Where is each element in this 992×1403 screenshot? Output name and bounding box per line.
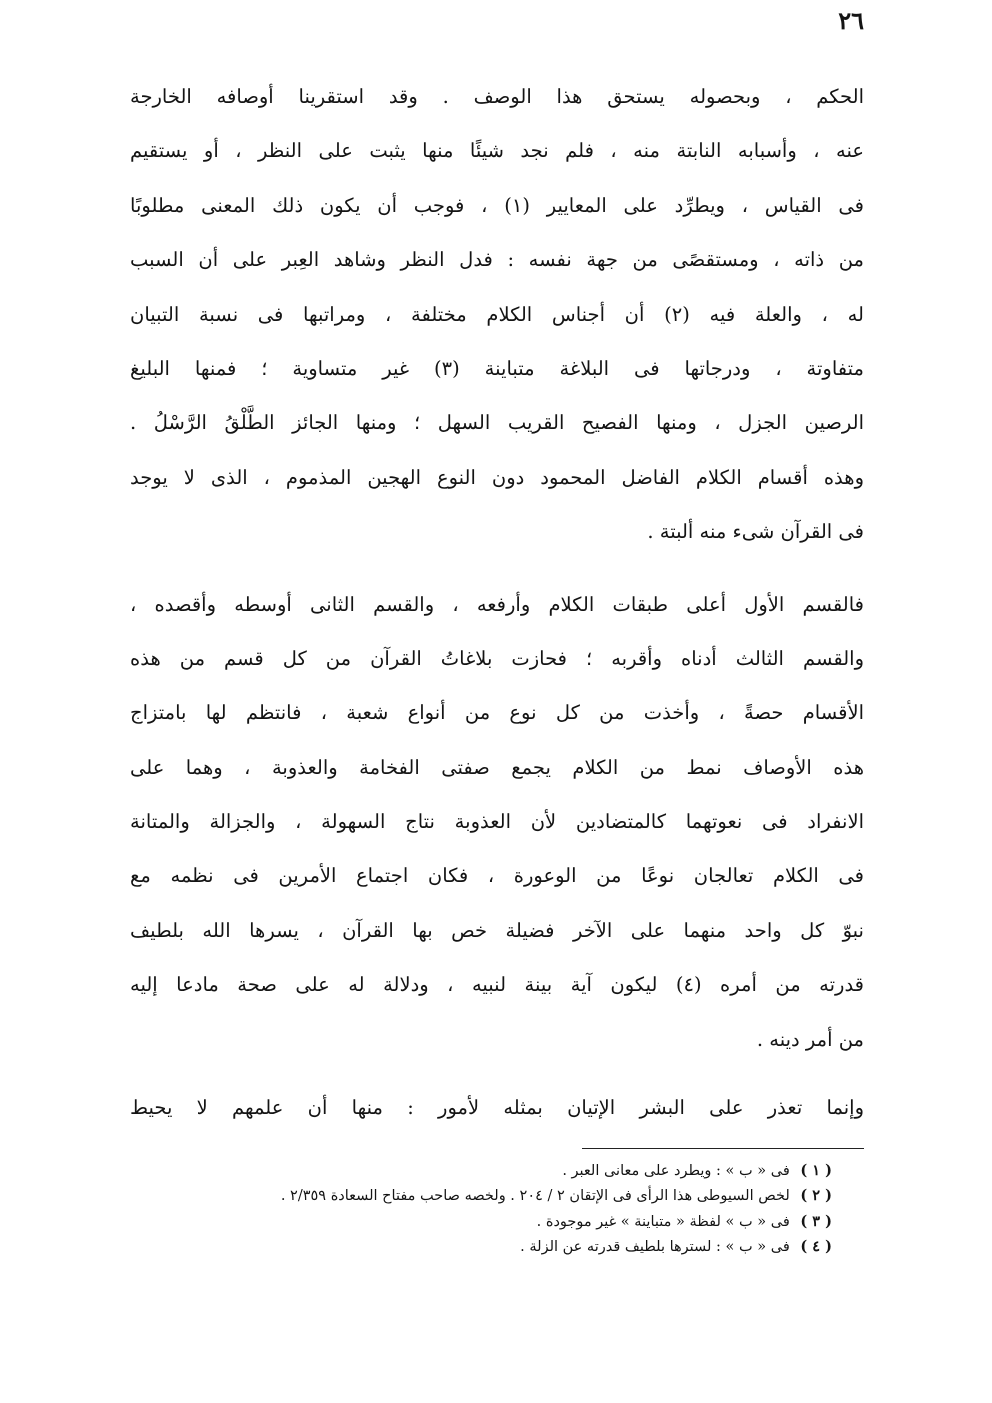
paragraph-1 <box>130 70 864 560</box>
footnote-number: ( ٣ ) <box>800 1212 832 1230</box>
text-line: الأقسام حصةً ، وأخذت من كل نوع من أنواع شعبة ، فانتظم لها بامتزاج <box>130 701 864 725</box>
text-line: له ، والعلة فيه (٢) أن أجناس الكلام مختلفة ، ومراتبها فى نسبة التبيان <box>130 302 864 326</box>
text-line: من ذاته ، ومستقصًى من جهة نفسه : فدل النظر وشاهد العِبر على أن السبب <box>130 248 864 272</box>
text-line: نبوّ كل واحد منهما على الآخر فضيلة خص بها القرآن ، يسرها الله بلطيف <box>130 918 864 942</box>
footnotes <box>132 1158 832 1259</box>
text-line: الحكم ، وبحصوله يستحق هذا الوصف . وقد استقرينا أوصافه الخارجة <box>130 85 864 108</box>
text-line: فالقسم الأول أعلى طبقات الكلام وأرفعه ، والقسم الثانى أوسطه وأقصده ، <box>130 592 864 616</box>
text-line: فى القياس ، ويطرِّد على المعايير (١) ، فوجب أن يكون ذلك المعنى مطلوبًا <box>130 193 864 217</box>
footnote-3 <box>132 1209 832 1234</box>
text-line: الرصين الجزل ، ومنها الفصيح القريب السهل ؛ ومنها الجائز الطَّلْقُ الرَّسْلُ . <box>130 411 864 435</box>
text-line: فى القرآن شىء منه ألبتة . <box>647 520 864 544</box>
footnote-number: ( ٤ ) <box>800 1237 832 1255</box>
text-line: قدرته من أمره (٤) ليكون آية بينة لنبيه ، ودلالة له على صحة مادعا إليه <box>130 973 864 997</box>
footnote-text: فى « ب » : لسترها بلطيف قدرته عن الزلة . <box>520 1238 790 1255</box>
main-text <box>130 70 864 1135</box>
footnote-text: فى « ب » : ويطرد على معانى العبر . <box>562 1163 790 1179</box>
text-line: هذه الأوصاف نمط من الكلام يجمع صفتى الفخامة والعذوبة ، وهما على <box>130 755 864 779</box>
text-line: وهذه أقسام الكلام الفاضل المحمود دون النوع الهجين المذموم ، الذى لا يوجد <box>130 465 864 489</box>
footnote-number: ( ١ ) <box>800 1162 832 1179</box>
text-line: الانفراد فى نعوتهما كالمتضادين لأن العذوبة نتاج السهولة ، والجزالة والمتانة <box>130 810 864 834</box>
footnote-4 <box>132 1234 832 1259</box>
footnote-text: فى « ب » لفظة « متباينة » غير موجودة . <box>536 1213 790 1230</box>
page-number: ٢٦ <box>838 6 864 35</box>
footnote-text: لخص السيوطى هذا الرأى فى الإتقان ٢ / ٢٠٤ . ولخصه صاحب مفتاح السعادة ٢/٣٥٩ . <box>280 1188 790 1205</box>
footnote-divider <box>582 1148 864 1149</box>
footnote-1 <box>132 1158 832 1183</box>
text-line: من أمر دينه . <box>756 1027 864 1051</box>
paragraph-3 <box>130 1081 864 1135</box>
footnote-2 <box>132 1183 832 1208</box>
text-line: متفاوتة ، ودرجاتها فى البلاغة متباينة (٣) غير متساوية ؛ فمنها البليغ <box>130 356 864 380</box>
text-line: فى الكلام تعالجان نوعًا من الوعورة ، فكان اجتماع الأمرين فى نظمه مع <box>130 864 864 888</box>
text-line: وإنما تعذر على البشر الإتيان بمثله لأمور : منها أن علمهم لا يحيط <box>130 1096 864 1120</box>
paragraph-2 <box>130 578 864 1068</box>
footnote-number: ( ٢ ) <box>800 1187 832 1205</box>
text-line: عنه ، وأسبابه النابتة منه ، فلم نجد شيئًا منها يثبت على النظر ، أو يستقيم <box>130 139 864 163</box>
text-line: والقسم الثالث أدناه وأقربه ؛ فحازت بلاغاتُ القرآن من كل قسم من هذه <box>130 646 864 670</box>
